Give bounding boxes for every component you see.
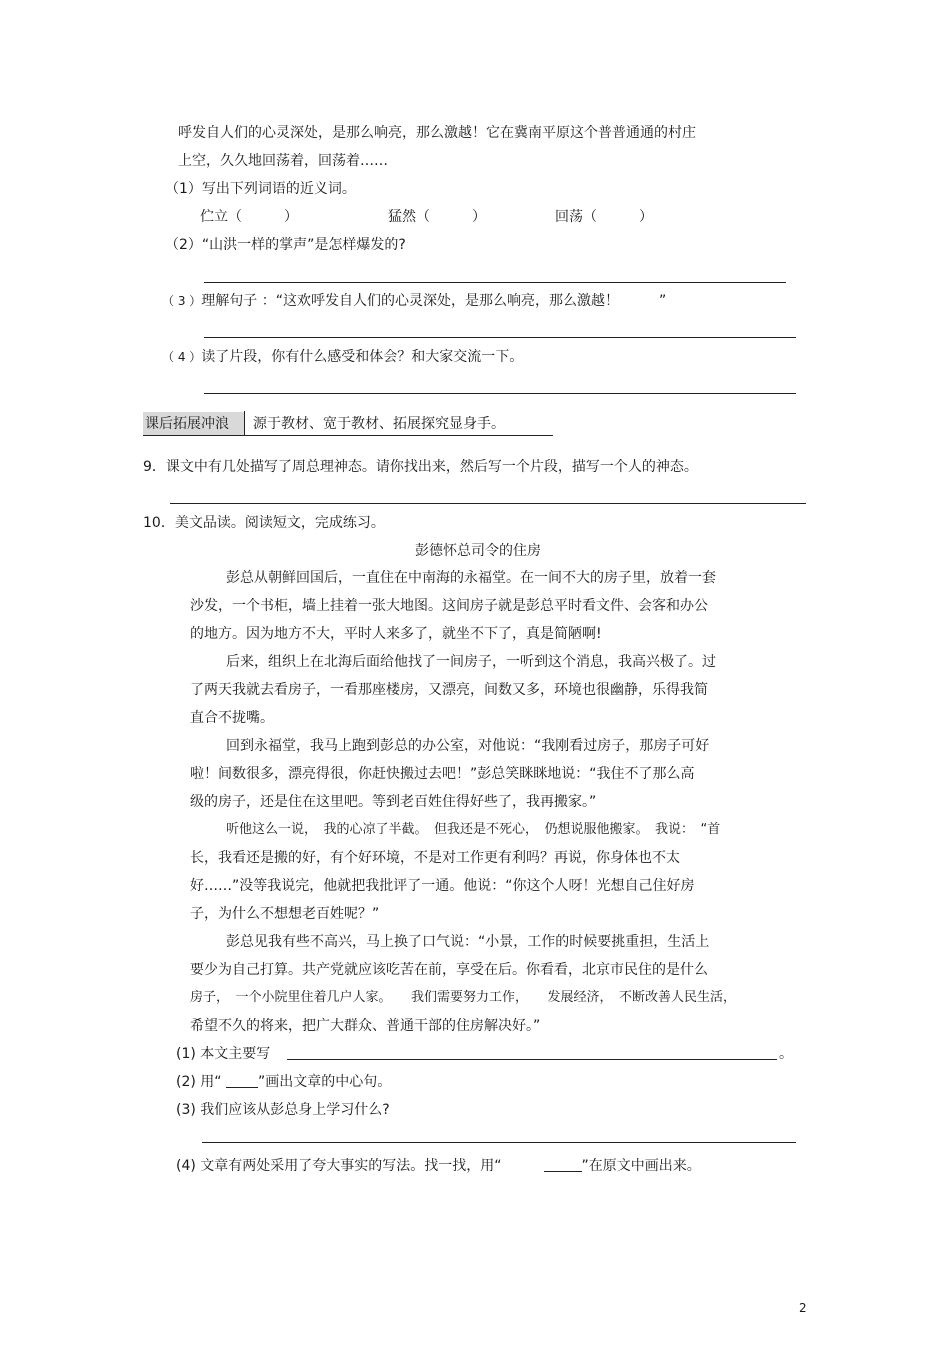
question-4-text: 读了片段，你有什么感受和体会？和大家交流一下。 [201, 349, 524, 365]
question-3-close-quote: ” [658, 293, 667, 309]
question-2-prompt: （2）“山洪一样的掌声”是怎样爆发的? [165, 237, 406, 253]
sub-question-1: (1) 本文主要写 [176, 1046, 271, 1062]
article-line: 彭总从朝鲜回国后，一直住在中南海的永福堂。在一间不大的房子里，放着一套 [226, 570, 716, 586]
question-3-text: 理解句子 ：“这欢呼发自人们的心灵深处，是那么响亮，那么激越！ [201, 293, 619, 309]
question-4-number: （ 4 ） [162, 350, 202, 364]
article-line: 级的房子，还是住在这里吧。等到老百姓住得好些了，我再搬家。” [190, 794, 597, 810]
article-line: 好……”没等我说完，他就把我批评了一通。他说：“你这个人呀！光想自己住好房 [190, 878, 695, 894]
article-line: 彭总见我有些不高兴，马上换了口气说：“小景，工作的时候要挑重担，生活上 [226, 934, 710, 950]
question-4-answer-line[interactable] [204, 393, 796, 394]
article-line: 了两天我就去看房子，一看那座楼房，又漂亮，间数又多，环境也很幽静，乐得我简 [190, 682, 708, 698]
sub-question-4-end: ”在原文中画出来。 [581, 1158, 701, 1174]
sub-question-3-answer-line[interactable] [202, 1142, 796, 1143]
question-2-answer-line[interactable] [204, 282, 786, 283]
article-line: 直合不拢嘴。 [190, 710, 274, 726]
underline-mark [226, 1073, 258, 1088]
sub-question-3: (3) 我们应该从彭总身上学习什么? [176, 1102, 390, 1118]
article-line: 要少为自己打算。共产党就应该吃苦在前，享受在后。你看看，北京市民住的是什么 [190, 962, 708, 978]
section-banner-text: 源于教材、宽于教材、拓展探究显身手。 [253, 416, 505, 432]
banner-left-divider [244, 411, 245, 436]
article-line: 后来，组织上在北海后面给他找了一间房子，一听到这个消息，我高兴极了。过 [226, 654, 716, 670]
sub-question-1-period: 。 [779, 1046, 793, 1062]
article-line: 啦！间数很多，漂亮得很，你赶快搬过去吧！”彭总笑眯眯地说：“我住不了那么高 [190, 766, 695, 782]
question-1-prompt: （1）写出下列词语的近义词。 [165, 181, 356, 197]
question-1-word-2: 猛然（ ） [388, 209, 486, 225]
article-line: 的地方。因为地方不大，平时人来多了，就坐不下了，真是简陋啊! [190, 626, 602, 642]
question-3-number: （ 3 ） [162, 294, 202, 308]
question-4-prompt [162, 348, 523, 366]
question-9: 9．课文中有几处描写了周总理神态。请你找出来，然后写一个片段，描写一个人的神态。 [143, 459, 698, 475]
sub-question-4 [176, 1157, 701, 1175]
question-10: 10．美文品读。阅读短文，完成练习。 [143, 515, 385, 531]
article-line: 房子， 一个小院里住着几户人家。 我们需要努力工作， 发展经济， 不断改善人民生活， [190, 990, 737, 1005]
question-1-word-1: 伫立（ ） [200, 209, 298, 225]
article-line: 长，我看还是搬的好，有个好环境，不是对工作更有利吗？再说，你身体也不太 [190, 850, 680, 866]
article-line: 子，为什么不想想老百姓呢？” [190, 906, 380, 922]
article-line: 沙发，一个书柜，墙上挂着一张大地图。这间房子就是彭总平时看文件、会客和办公 [190, 598, 708, 614]
sub-question-2 [176, 1073, 391, 1091]
sub-question-2-start: (2) 用“ [176, 1074, 226, 1090]
page-number: 2 [799, 1301, 807, 1315]
sub-question-4-start: (4) 文章有两处采用了夸大事实的写法。找一找，用“ [176, 1158, 502, 1174]
sub-question-1-answer-line[interactable] [287, 1059, 777, 1060]
article-line: 希望不久的将来，把广大群众、普通干部的住房解决好。” [190, 1018, 541, 1034]
underline-mark [544, 1157, 582, 1172]
question-9-answer-line[interactable] [170, 503, 806, 504]
sub-question-2-end: ”画出文章的中心句。 [257, 1074, 392, 1090]
section-banner-label: 课后拓展冲浪 [143, 412, 245, 436]
passage-line-1: 呼发自人们的心灵深处，是那么响亮，那么激越！它在冀南平原这个普普通通的村庄 [178, 125, 696, 141]
article-line: 听他这么一说， 我的心凉了半截。 但我还是不死心， 仍想说服他搬家。 我说： “首 [226, 822, 721, 837]
article-line: 回到永福堂，我马上跑到彭总的办公室，对他说：“我刚看过房子，那房子可好 [226, 738, 710, 754]
banner-underline [143, 435, 553, 436]
question-1-word-3: 回荡（ ） [555, 209, 653, 225]
question-3-answer-line[interactable] [204, 337, 796, 338]
article-title: 彭德怀总司令的住房 [415, 543, 541, 559]
passage-line-2: 上空，久久地回荡着，回荡着…… [178, 153, 388, 169]
question-3-prompt [162, 292, 666, 310]
